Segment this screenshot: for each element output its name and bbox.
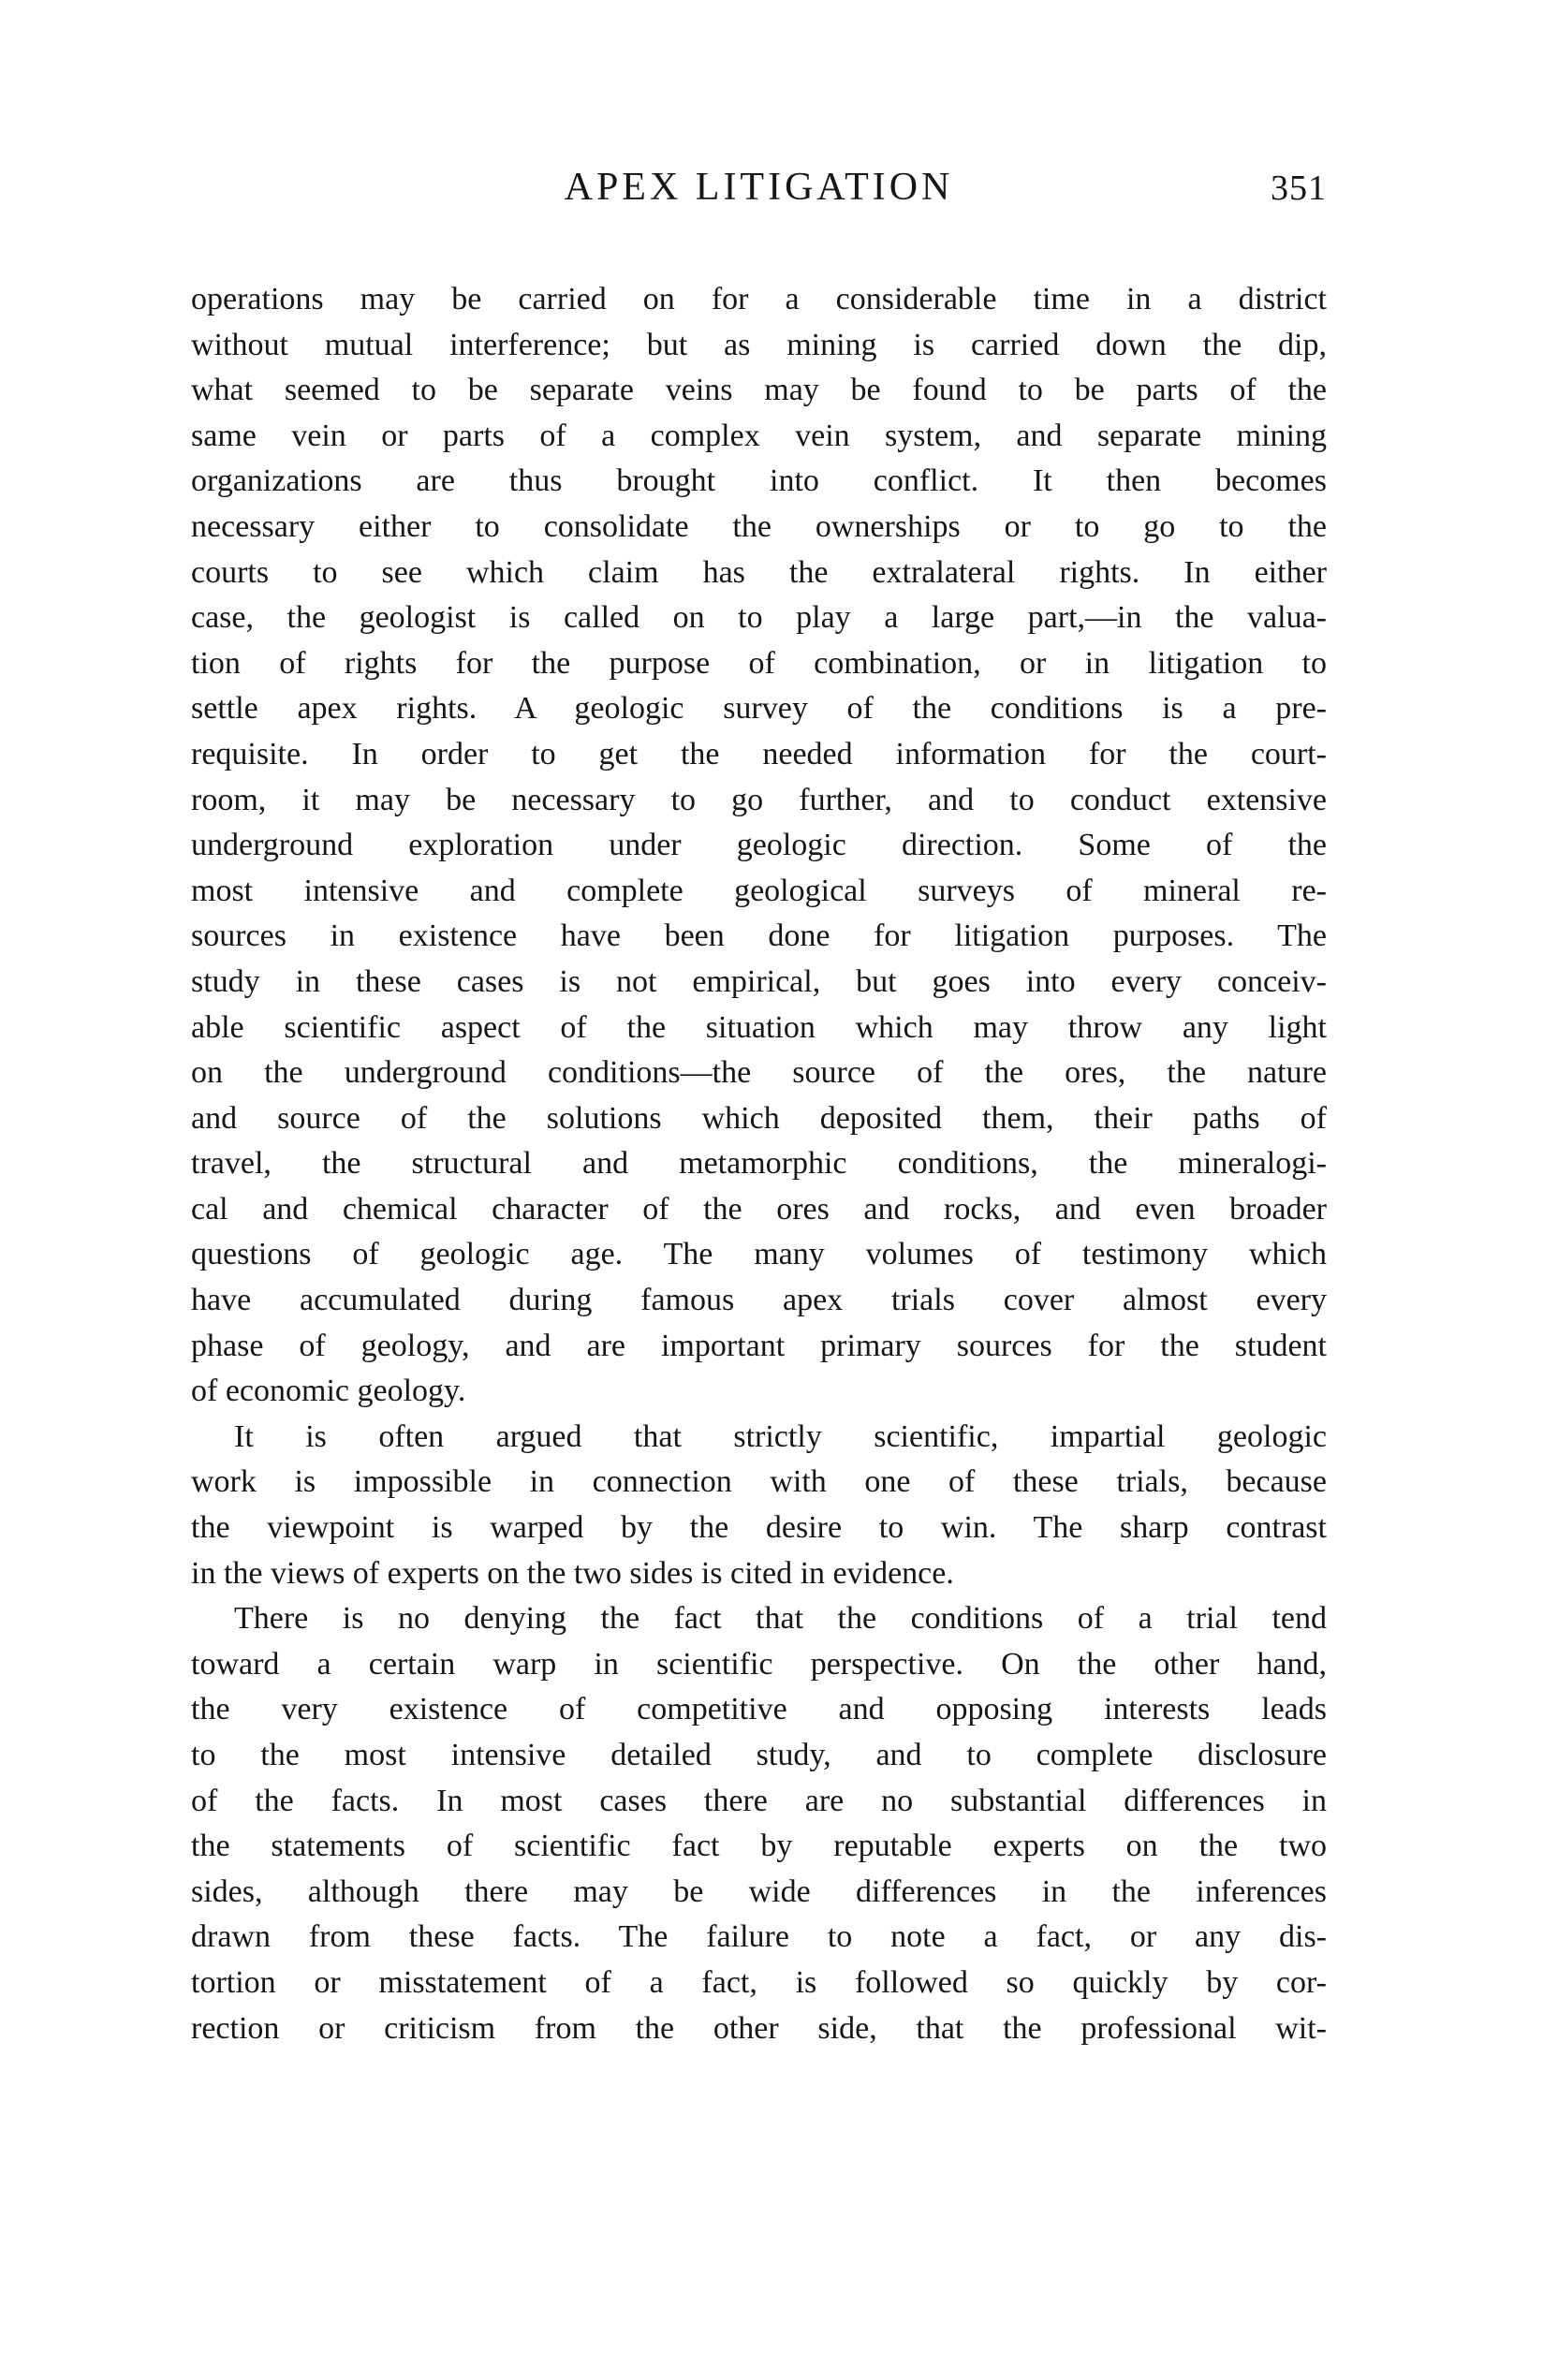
page-header: [191, 165, 1327, 217]
text-line: requisite. In order to get the needed information for the court-: [191, 736, 1327, 771]
paragraph: [191, 277, 1327, 1415]
text-line: on the underground conditions—the source of the ores, the nature: [191, 1055, 1327, 1091]
text-line: study in these cases is not empirical, but goes into every conceiv-: [191, 963, 1327, 999]
text-line: sources in existence have been done for litigation purposes. The: [191, 918, 1327, 954]
text-line: in the views of experts on the two sides is cited in evidence.: [191, 1555, 954, 1591]
text-line: rection or criticism from the other side, that the professional wit-: [191, 2010, 1327, 2046]
text-line: case, the geologist is called on to play a large part,—in the valua-: [191, 600, 1327, 636]
text-line: without mutual interference; but as mining is carried down the dip,: [191, 327, 1327, 362]
running-title: APEX LITIGATION: [564, 166, 954, 209]
text-line: what seemed to be separate veins may be found to be parts of the: [191, 373, 1327, 408]
text-line: organizations are thus brought into conflict. It then becomes: [191, 463, 1327, 499]
text-line: travel, the structural and metamorphic conditions, the mineralogi-: [191, 1146, 1327, 1182]
text-line: the very existence of competitive and opposing interests leads: [191, 1692, 1327, 1727]
text-line: tortion or misstatement of a fact, is followed so quickly by cor-: [191, 1964, 1327, 2000]
text-line: settle apex rights. A geologic survey of the conditions is a pre-: [191, 691, 1327, 727]
text-line: cal and chemical character of the ores and rocks, and even broader: [191, 1191, 1327, 1227]
text-line: questions of geologic age. The many volumes of testimony which: [191, 1237, 1327, 1272]
text-line: toward a certain warp in scientific perspective. On the other hand,: [191, 1646, 1327, 1682]
text-line: of economic geology.: [191, 1374, 466, 1409]
text-line: necessary either to consolidate the ownerships or to go to the: [191, 508, 1327, 544]
paragraph: [191, 1596, 1327, 2051]
text-line: have accumulated during famous apex trials cover almost every: [191, 1283, 1327, 1318]
paragraph: [191, 1415, 1327, 1596]
text-line: phase of geology, and are important primary sources for the student: [191, 1328, 1327, 1363]
text-line: There is no denying the fact that the conditions of a trial tend: [234, 1601, 1327, 1637]
text-line: work is impossible in connection with one of these trials, because: [191, 1464, 1327, 1500]
text-line: most intensive and complete geological surveys of mineral re-: [191, 873, 1327, 908]
text-line: the viewpoint is warped by the desire to win. The sharp contrast: [191, 1510, 1327, 1546]
page-body: [191, 277, 1327, 2051]
text-line: operations may be carried on for a considerable time in a district: [191, 282, 1327, 316]
text-line: same vein or parts of a complex vein system, and separate mining: [191, 418, 1327, 453]
text-line: of the facts. In most cases there are no substantial differences in: [191, 1783, 1327, 1818]
text-line: drawn from these facts. The failure to note a fact, or any dis-: [191, 1919, 1327, 1955]
text-line: to the most intensive detailed study, and to complete disclosure: [191, 1738, 1327, 1772]
page-number: 351: [1271, 169, 1327, 208]
text-line: It is often argued that strictly scientific, impartial geologic: [234, 1418, 1327, 1454]
text-line: able scientific aspect of the situation which may throw any light: [191, 1009, 1327, 1045]
text-line: sides, although there may be wide differences in the inferences: [191, 1873, 1327, 1909]
text-line: and source of the solutions which deposited them, their paths of: [191, 1100, 1327, 1136]
text-line: courts to see which claim has the extralateral rights. In either: [191, 554, 1327, 590]
text-line: the statements of scientific fact by reputable experts on the two: [191, 1829, 1327, 1864]
text-line: tion of rights for the purpose of combination, or in litigation to: [191, 645, 1327, 681]
text-line: room, it may be necessary to go further, and to conduct extensive: [191, 782, 1327, 817]
text-line: underground exploration under geologic direction. Some of the: [191, 828, 1327, 863]
